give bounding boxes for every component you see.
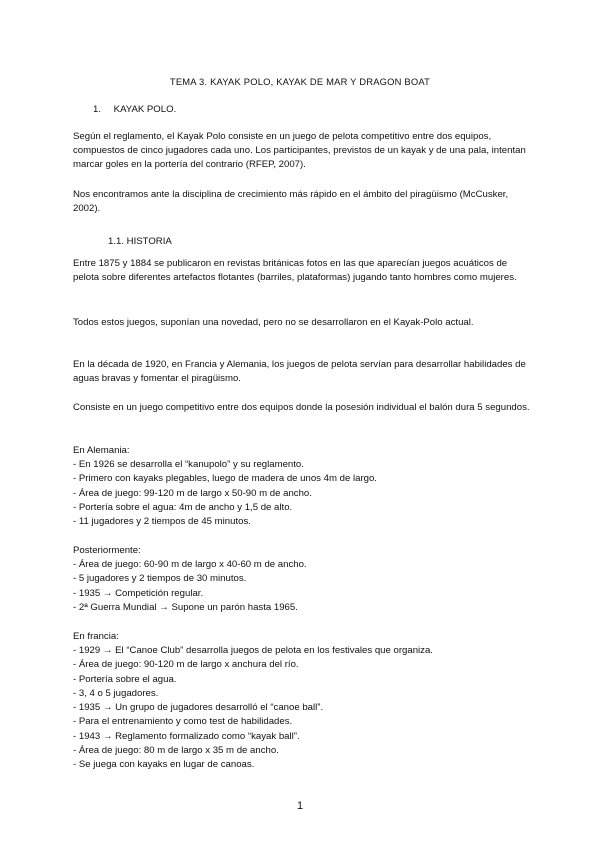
list-item: - 3, 4 o 5 jugadores. [73,687,159,699]
france-heading: En francia: [73,631,119,642]
list-item: - Área de juego: 99-120 m de largo x 50-90 m de ancho. [73,487,312,499]
subsection-heading: 1.1. HISTORIA [108,236,172,247]
germany-list [73,458,533,529]
paragraph-history-3: En la década de 1920, en Francia y Alemania, los juegos de pelota servían para desarrollar habilidades de aguas bravas y fomentar el piragüismo. [73,359,526,384]
paragraph-definition: Según el reglamento, el Kayak Polo consiste en un juego de pelota competitivo entre dos equipos, compuestos de cinco jugadores cada uno. Los participantes, previstos de un kayak y de una pala, intentan marcar goles en la portería del contrario (RFEP, 2007). [73,131,526,170]
paragraph-growth: Nos encontramos ante la disciplina de crecimiento más rápido en el ámbito del piragüismo (McCusker, 2002). [73,189,509,214]
paragraph-history-2: Todos estos juegos, suponían una novedad, pero no se desarrollaron en el Kayak-Polo actual. [73,317,474,328]
document-title: TEMA 3. KAYAK POLO, KAYAK DE MAR Y DRAGON BOAT [169,76,431,87]
list-item: - Para el entrenamiento y como test de habilidades. [73,716,293,728]
list-item: - Área de juego: 90-120 m de largo x anchura del río. [73,659,299,671]
france-list [73,644,533,773]
list-item: - Área de juego: 60-90 m de largo x 40-60 m de ancho. [73,559,307,570]
list-item: - En 1926 se desarrolla el “kanupolo” y su reglamento. [73,459,304,470]
list-item: - Portería sobre el agua. [73,673,177,685]
list-item: - Portería sobre el agua: 4m de ancho y 1,5 de alto. [73,501,293,513]
list-item: - 1935 → Competición regular. [73,587,204,599]
later-heading: Posteriormente: [73,545,141,556]
list-item: - Primero con kayaks plegables, luego de madera de unos 4m de largo. [73,473,377,485]
later-list [73,558,533,615]
germany-heading: En Alemania: [73,445,130,456]
list-item: - 1929 → El “Canoe Club” desarrolla juegos de pelota en los festivales que organiza. [73,645,433,656]
list-item: - Se juega con kayaks en lugar de canoas. [73,759,255,771]
list-item: - 2ª Guerra Mundial → Supone un parón hasta 1965. [73,601,298,613]
list-item: - 1935 → Un grupo de jugadores desarrolló el “canoe ball”. [73,702,324,714]
section-title: KAYAK POLO. [113,104,177,115]
paragraph-history-4: Consiste en un juego competitivo entre dos equipos donde la posesión individual el balón dura 5 segundos. [73,402,530,413]
list-item: - 1943 → Reglamento formalizado como “kayak ball”. [73,730,300,742]
section-number: 1. [93,104,102,115]
list-item: - 11 jugadores y 2 tiempos de 45 minutos. [73,516,251,528]
list-item: - Área de juego: 80 m de largo x 35 m de ancho. [73,745,279,757]
section-heading [93,103,176,117]
list-item: - 5 jugadores y 2 tiempos de 30 minutos. [73,573,247,585]
paragraph-history-1: Entre 1875 y 1884 se publicaron en revistas británicas fotos en las que aparecían juegos acuáticos de pelota sobre diferentes artefactos flotantes (barriles, plataformas) jugando tanto hombres como mujeres. [73,258,517,283]
page-number: 1 [296,800,304,812]
